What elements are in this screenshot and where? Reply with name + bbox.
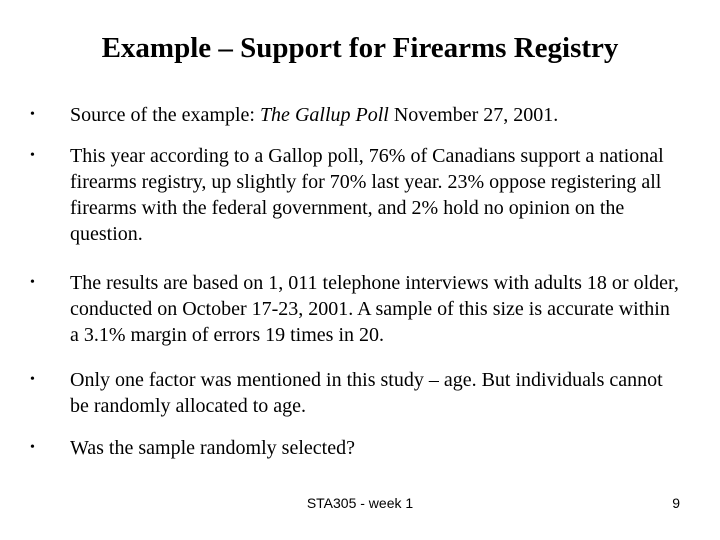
- source-publication-title: The Gallup Poll: [259, 104, 389, 126]
- bullet-marker: •: [30, 275, 35, 290]
- page-number: 9: [672, 495, 680, 511]
- bullet-text: This year according to a Gallop poll, 76% of Canadians support a national firearms registry, up slightly for 70% last year. 23% oppose registering all firearms with the federal government, and 2% hold no opinion on the question.: [70, 145, 664, 245]
- source-date: November 27, 2001.: [388, 104, 559, 126]
- bullet-text: Was the sample randomly selected?: [70, 437, 355, 459]
- bullet-item-question: [30, 435, 680, 461]
- bullet-marker: •: [30, 372, 35, 387]
- bullet-marker: •: [30, 107, 35, 122]
- bullet-item-methodology: [30, 270, 680, 348]
- bullet-text: [70, 102, 680, 128]
- bullet-item-poll-results: [30, 143, 680, 247]
- bullet-text: The results are based on 1, 011 telephone interviews with adults 18 or older, conducted on October 17-23, 2001. A sample of this size is accurate within a 3.1% margin of errors 19 times in 20.: [70, 272, 679, 346]
- bullet-marker: •: [30, 148, 35, 163]
- bullet-marker: •: [30, 440, 35, 455]
- footer-label: STA305 - week 1: [306, 495, 414, 511]
- source-prefix: Source of the example:: [70, 104, 260, 126]
- bullet-item-source: [30, 102, 680, 128]
- slide-title: Example – Support for Firearms Registry: [101, 32, 619, 64]
- bullet-text: Only one factor was mentioned in this study – age. But individuals cannot be randomly allocated to age.: [70, 369, 663, 417]
- bullet-item-factor: [30, 367, 680, 419]
